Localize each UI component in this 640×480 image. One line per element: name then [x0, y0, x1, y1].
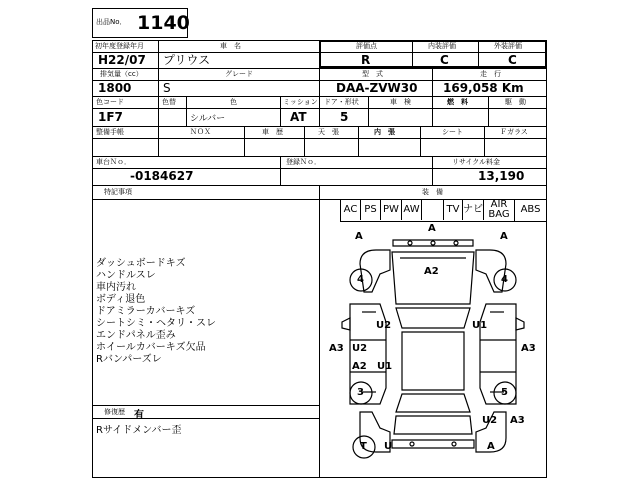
mission-label: ミッション — [283, 98, 318, 106]
color-value: シルバー — [190, 114, 226, 124]
list-item: ボディ退色 — [96, 294, 146, 305]
divider — [368, 96, 369, 126]
divider — [280, 156, 281, 185]
list-item: 車内汚れ — [96, 282, 136, 293]
divider — [432, 96, 433, 126]
mark-a2-left-lower: A2 — [352, 361, 367, 372]
mark-right-front-wheel: 4 — [501, 274, 508, 285]
notes-label: 特記事項 — [104, 188, 132, 196]
equip-pw: PW — [381, 199, 402, 220]
exterior-value: C — [508, 53, 517, 67]
divider — [319, 96, 320, 126]
score-value: R — [361, 53, 371, 67]
list-item: エンドパネル歪み — [96, 330, 176, 341]
divider — [420, 126, 421, 156]
divider — [92, 156, 547, 157]
mark-left-rear-wheel: 3 — [357, 387, 364, 398]
interior-label: 内装評価 — [428, 42, 456, 50]
roof-label: 天 張 — [318, 128, 339, 136]
equip-ac: AC — [341, 199, 361, 220]
divider — [92, 138, 547, 139]
divider — [158, 40, 159, 68]
mark-u2-rear-right: U2 — [482, 415, 498, 426]
divider — [158, 96, 159, 126]
grade-label: グレード — [225, 70, 253, 78]
nox-label: ＮＯＸ — [190, 128, 211, 136]
recycle-value: 13,190 — [478, 169, 525, 183]
list-item: ホイールカバーキズ欠品 — [96, 342, 206, 353]
lot-label: 出品No． — [96, 18, 127, 26]
divider — [358, 126, 359, 156]
name-label: 車 名 — [220, 42, 241, 50]
mileage-label: 走 行 — [480, 70, 501, 78]
exterior-label: 外装評価 — [494, 42, 522, 50]
mission-value: AT — [290, 110, 307, 124]
mark-a-rear-right: A — [487, 441, 495, 452]
divider — [92, 418, 319, 419]
equip-abs: ABS — [520, 204, 541, 215]
divider — [304, 126, 305, 156]
doors-label: ドア・形状 — [324, 98, 359, 106]
reg-label: 登録Ｎｏ． — [286, 158, 321, 166]
list-item: ダッシュボードキズ — [96, 258, 186, 269]
divider — [432, 156, 433, 185]
equip-ps: PS — [361, 199, 381, 220]
divider — [158, 68, 159, 96]
divider — [92, 405, 319, 406]
equip-airbag: AIR BAG — [484, 199, 515, 221]
chassis-label: 車台Ｎｏ． — [96, 158, 131, 166]
mark-right-rear-wheel: 5 — [501, 387, 508, 398]
mark-left-front-wheel: 4 — [357, 274, 364, 285]
equip-blank — [422, 199, 444, 220]
equipment-bar — [340, 199, 547, 222]
divider — [432, 68, 433, 96]
mark-u1-left-lower: U1 — [377, 361, 393, 372]
mark-u2-left: U2 — [376, 320, 392, 331]
grade-value: S — [163, 81, 171, 95]
divider — [319, 68, 320, 96]
interior-value: C — [440, 53, 449, 67]
recycle-label: リサイクル料金 — [452, 158, 501, 166]
mark-u2-left-lower: U2 — [352, 343, 368, 354]
list-item: Rバンパーズレ — [96, 354, 162, 365]
model-value: DAA-ZVW30 — [336, 81, 418, 95]
lot-box — [92, 8, 188, 38]
color-code-label: 色コード — [96, 98, 124, 106]
equip-aw: AW — [402, 199, 422, 220]
mark-a-front-right: A — [500, 231, 508, 242]
divider — [488, 96, 489, 126]
list-item: ドアミラーカバーキズ — [96, 306, 196, 317]
mark-t-circle: T — [360, 441, 367, 452]
equip-tv: TV — [444, 199, 463, 220]
manual-label: 整備手帳 — [96, 128, 124, 136]
fglass-label: Ｆガラス — [500, 128, 528, 136]
displacement-label: 排気量（cc） — [100, 70, 143, 78]
color-label: 色 — [230, 98, 237, 106]
mark-a3-left: A3 — [329, 343, 344, 354]
divider — [92, 126, 547, 127]
year-label: 初年度登録年月 — [95, 42, 144, 50]
mark-u1-right: U1 — [472, 320, 488, 331]
year-value: H22/07 — [98, 53, 146, 67]
mileage-value: 169,058 Km — [443, 81, 524, 95]
mark-a-front-center: A — [428, 223, 436, 234]
divider — [280, 96, 281, 126]
mark-a3-rear-right: A3 — [510, 415, 525, 426]
notes-list — [96, 258, 316, 366]
equip-navi: ナビ — [463, 199, 484, 220]
mark-u-rear: U — [384, 441, 393, 452]
history-label: 車 歴 — [262, 128, 283, 136]
model-label: 型 式 — [362, 70, 383, 78]
divider — [244, 126, 245, 156]
list-item: シートシミ・ヘタリ・スレ — [96, 318, 216, 329]
color-code-value: 1F7 — [98, 110, 123, 124]
divider — [186, 96, 187, 126]
name-value: プリウス — [163, 53, 211, 67]
repaint-label: 色替 — [162, 98, 176, 106]
seat-label: シート — [442, 128, 463, 136]
divider — [158, 126, 159, 156]
fuel-label: 燃 料 — [447, 98, 468, 106]
chassis-value: -0184627 — [130, 169, 194, 183]
equipment-label: 装 備 — [422, 188, 443, 196]
divider — [484, 126, 485, 156]
list-item: ハンドルスレ — [96, 270, 156, 281]
mark-a-front-left: A — [355, 231, 363, 242]
drive-label: 駆 動 — [505, 98, 526, 106]
inspection-label: 車 検 — [390, 98, 411, 106]
interior-trim-label: 内 張 — [374, 128, 395, 136]
displacement-value: 1800 — [98, 81, 132, 95]
repair-label: 修復歴 — [104, 408, 125, 416]
repair-detail: Rサイドメンバー歪 — [96, 425, 182, 436]
mark-a2-hood: A2 — [424, 266, 439, 277]
doors-value: 5 — [340, 110, 349, 124]
repair-value: 有 — [134, 410, 144, 421]
lot-number: 1140 — [137, 12, 190, 34]
mark-a3-right: A3 — [521, 343, 536, 354]
score-label: 評価点 — [356, 42, 377, 50]
